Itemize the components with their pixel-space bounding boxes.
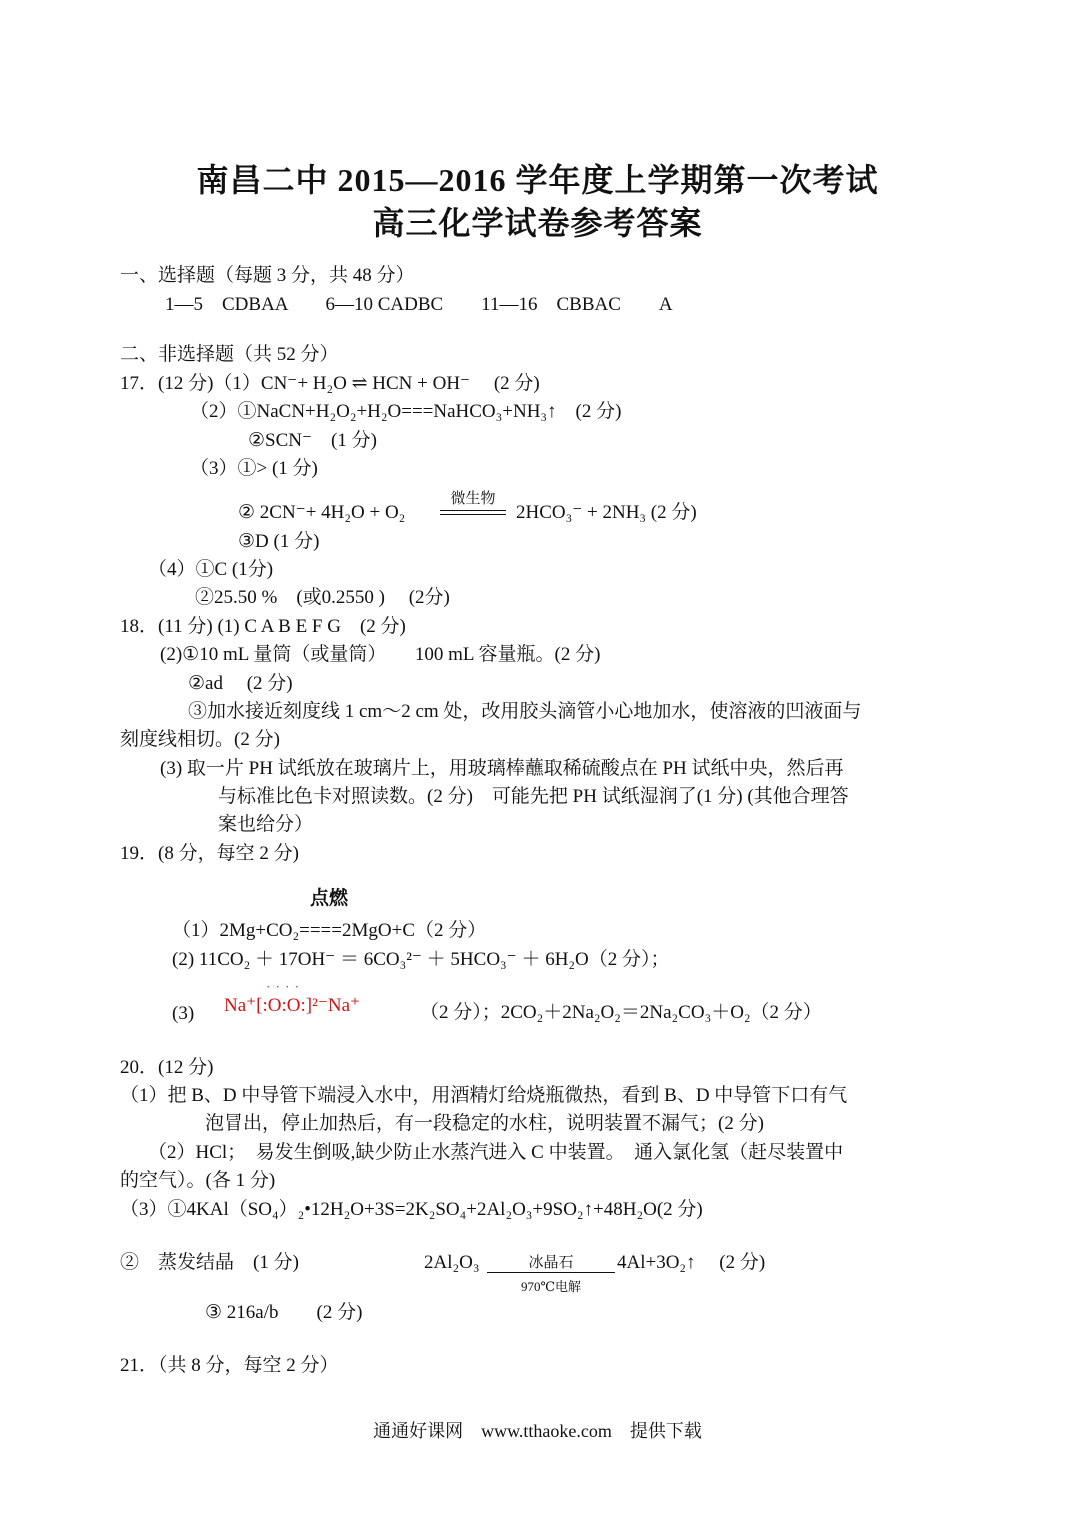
q18-line3: ②ad (2 分) [188,673,293,694]
q19-electron-formula: Na⁺[:O:O:]²⁻Na⁺ [224,995,361,1016]
q19-condition: 点燃 [310,888,349,909]
page-subtitle: 高三化学试卷参考答案 [372,205,703,241]
q17-equals-bar-top [440,510,506,511]
q17-line5-right: 2HCO₃⁻ + 2NH₃ (2 分) [516,502,697,523]
q18-line7: 与标准比色卡对照读数。(2 分) 可能先把 PH 试纸湿润了(1 分) (其他合理答 [218,786,849,807]
q20-line3: 泡冒出，停止加热后，有一段稳定的水柱，说明装置不漏气；(2 分) [205,1113,764,1134]
q20-line8: ③ 216a/b (2 分) [205,1302,363,1323]
q18-line8: 案也给分） [218,814,314,835]
q19-line2: （1）2Mg+CO₂====2MgO+C（2 分） [172,920,487,941]
q17-equals-bar-bottom [440,514,506,515]
q20-line4: （2）HCl； 易发生倒吸,缺少防止水蒸汽进入 C 中装置。 通入氯化氢（赶尽装置中 [148,1142,844,1163]
q18-line6: (3) 取一片 PH 试纸放在玻璃片上，用玻璃棒蘸取稀硫酸点在 PH 试纸中央，然后再 [160,758,844,779]
q20-line5: 的空气）。(各 1 分) [120,1170,276,1191]
q17-line7: （4）①C (1分) [148,559,274,580]
q18-line1: 18．(11 分) (1) C A B E F G (2 分) [120,616,406,637]
q17-line5-condition: 微生物 [450,491,496,507]
q17-line2: （2）①NaCN+H₂O₂+H₂O===NaHCO₃+NH₃↑ (2 分) [190,401,622,422]
q17-line4: （3）①> (1 分) [190,458,318,479]
q19-line3: (2) 11CO₂ ＋ 17OH⁻ ＝ 6CO₃²⁻ ＋ 5HCO₃⁻ ＋ 6H₂O（2 分）； [172,949,670,970]
page-title: 南昌二中 2015—2016 学年度上学期第一次考试 [196,162,879,198]
q20-line6: （3）①4KAl（SO₄）₂•12H₂O+3S=2K₂SO₄+2Al₂O₃+9SO₂↑+48H₂O(2 分) [120,1199,703,1220]
q17-line3: ②SCN⁻ (1 分) [248,430,377,451]
q20-line7-a: ② 蒸发结晶 (1 分) [120,1252,299,1273]
q18-line4: ③加水接近刻度线 1 cm～2 cm 处，改用胶头滴管小心地加水，使溶液的凹液面与 [188,701,862,722]
q20-line7-condition-top: 冰晶石 [528,1255,574,1271]
footer-text: 通通好课网 www.tthaoke.com 提供下载 [373,1421,702,1441]
section1-answers: 1—5 CDBAA 6—10 CADBC 11—16 CBBAC A [165,294,673,315]
q17-line5-left: ② 2CN⁻+ 4H₂O + O₂ [238,502,406,523]
q17-line6: ③D (1 分) [238,531,320,552]
q20-line1: 20．(12 分) [120,1057,214,1078]
q21-line1: 21．（共 8 分，每空 2 分） [120,1355,339,1376]
section1-heading: 一、选择题（每题 3 分，共 48 分） [120,265,415,286]
q19-electron-dots: · · · · [266,979,301,994]
section2-heading: 二、非选择题（共 52 分） [120,344,339,365]
q20-line2: （1）把 B、D 中导管下端浸入水中，用酒精灯给烧瓶微热，看到 B、D 中导管下口有气 [120,1085,848,1106]
q19-line1: 19．(8 分，每空 2 分) [120,843,299,864]
q17-line1: 17．(12 分)（1）CN⁻+ H₂O ⇌ HCN + OH⁻ (2 分) [120,373,540,394]
q19-line4-rest: （2 分）；2CO₂＋2Na₂O₂＝2Na₂CO₃＋O₂（2 分） [420,1002,822,1023]
q17-line8: ②25.50 % (或0.2550 ) (2分) [195,587,450,608]
q18-line5: 刻度线相切。(2 分) [120,729,280,750]
q20-equals-bar [487,1272,615,1273]
q20-line7-left: 2Al₂O₃ [424,1252,480,1273]
q18-line2: (2)①10 mL 量筒（或量筒） 100 mL 容量瓶。(2 分) [160,644,601,665]
q20-line7-condition-bottom: 970℃电解 [520,1279,582,1294]
q19-line4-number: (3) [172,1003,195,1024]
q20-line7-right: 4Al+3O₂↑ (2 分) [617,1252,766,1273]
